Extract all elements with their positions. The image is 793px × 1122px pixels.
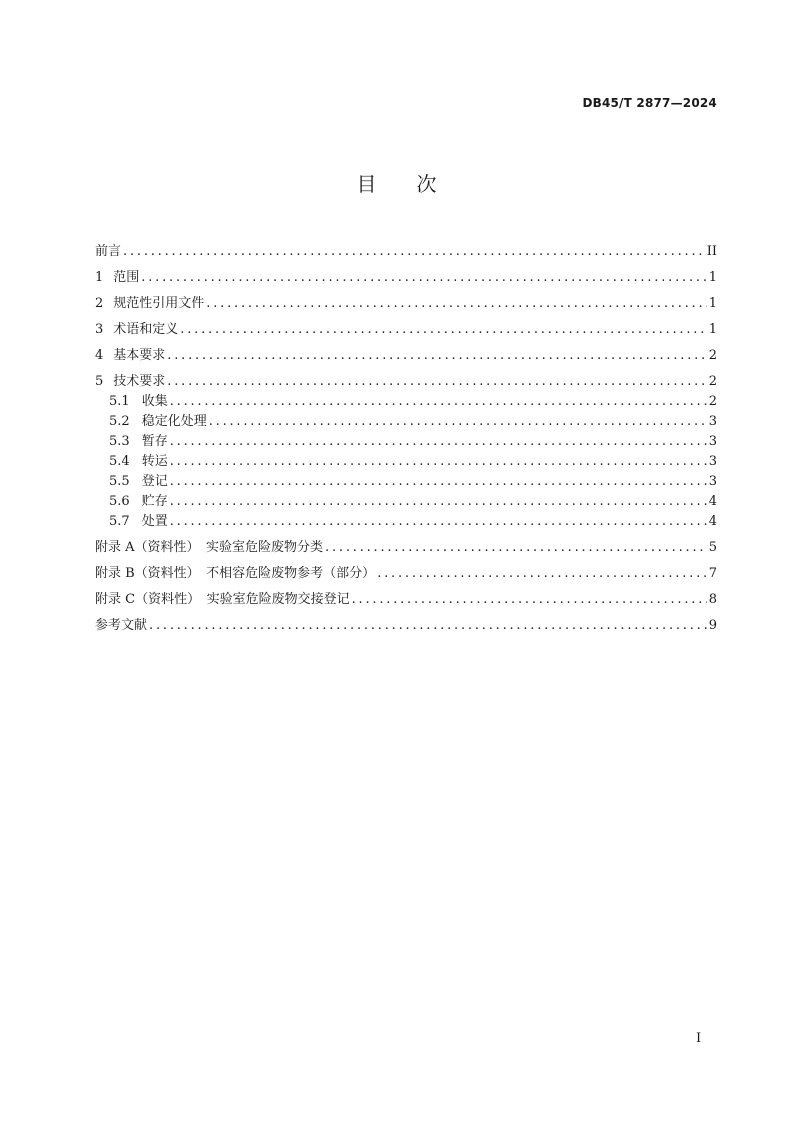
toc-dot-leader xyxy=(170,434,707,449)
toc-entry-number: 3 xyxy=(95,322,104,337)
toc-entry-label: 附录 B（资料性） 不相容危险废物参考（部分） xyxy=(95,566,376,581)
toc-entry[interactable] xyxy=(95,390,717,410)
toc-entry[interactable] xyxy=(95,490,717,510)
toc-dot-leader xyxy=(170,394,707,409)
toc-entry-label: 范围 xyxy=(113,270,140,285)
toc-entry-number: 5.6 xyxy=(109,494,130,509)
toc-entry[interactable] xyxy=(95,344,717,364)
toc-entry-label: 收集 xyxy=(141,394,168,409)
toc-entry-number: 5.1 xyxy=(109,394,130,409)
toc-dot-leader xyxy=(377,566,707,581)
toc-entry-page: 1 xyxy=(708,296,717,311)
toc-dot-leader xyxy=(180,322,706,337)
toc-entry-label: 参考文献 xyxy=(95,618,148,633)
toc-entry-page: II xyxy=(706,244,717,259)
toc-dot-leader xyxy=(352,592,707,607)
toc-dot-leader xyxy=(170,494,707,509)
toc-entry-label: 附录 C（资料性） 实验室危险废物交接登记 xyxy=(95,592,350,607)
toc-dot-leader xyxy=(167,348,706,363)
toc-entry-label: 处置 xyxy=(141,514,168,529)
toc-entry-page: 3 xyxy=(708,434,717,449)
toc-entry-page: 2 xyxy=(708,394,717,409)
toc-dot-leader xyxy=(141,270,706,285)
toc-entry-page: 4 xyxy=(708,494,717,509)
toc-entry[interactable] xyxy=(95,588,717,608)
toc-entry-page: 3 xyxy=(708,454,717,469)
table-of-contents xyxy=(95,240,717,634)
toc-entry-label: 规范性引用文件 xyxy=(113,296,205,311)
toc-entry[interactable] xyxy=(95,510,717,530)
toc-entry[interactable] xyxy=(95,318,717,338)
toc-entry-page: 2 xyxy=(708,374,717,389)
toc-title: 目次 xyxy=(356,172,477,196)
toc-entry-number: 5.3 xyxy=(109,434,130,449)
toc-entry-label: 前言 xyxy=(95,244,122,259)
toc-entry[interactable] xyxy=(95,614,717,634)
toc-entry[interactable] xyxy=(95,450,717,470)
toc-entry-page: 9 xyxy=(708,618,717,633)
toc-entry[interactable] xyxy=(95,370,717,390)
toc-entry-label: 登记 xyxy=(141,474,168,489)
toc-entry-number: 5.2 xyxy=(109,414,130,429)
toc-entry-page: 3 xyxy=(708,474,717,489)
toc-entry-page: 5 xyxy=(708,540,717,555)
toc-entry[interactable] xyxy=(95,470,717,490)
toc-entry-page: 3 xyxy=(708,414,717,429)
toc-entry-number: 1 xyxy=(95,270,104,285)
toc-entry-number: 4 xyxy=(95,348,104,363)
toc-entry-label: 贮存 xyxy=(141,494,168,509)
toc-entry-label: 技术要求 xyxy=(113,374,166,389)
toc-entry[interactable] xyxy=(95,266,717,286)
toc-entry[interactable] xyxy=(95,240,717,260)
toc-entry-label: 暂存 xyxy=(141,434,168,449)
toc-dot-leader xyxy=(149,618,707,633)
toc-dot-leader xyxy=(123,244,705,259)
toc-entry[interactable] xyxy=(95,536,717,556)
toc-entry-label: 附录 A（资料性） 实验室危险废物分类 xyxy=(95,540,324,555)
toc-dot-leader xyxy=(325,540,707,555)
toc-entry-label: 基本要求 xyxy=(113,348,166,363)
toc-dot-leader xyxy=(206,296,706,311)
toc-entry[interactable] xyxy=(95,430,717,450)
toc-entry[interactable] xyxy=(95,562,717,582)
toc-entry-number: 5 xyxy=(95,374,104,389)
toc-entry-page: 2 xyxy=(708,348,717,363)
toc-entry-page: 4 xyxy=(708,514,717,529)
toc-entry-page: 8 xyxy=(708,592,717,607)
toc-entry-page: 7 xyxy=(708,566,717,581)
toc-dot-leader xyxy=(170,454,707,469)
toc-entry-number: 5.4 xyxy=(109,454,130,469)
toc-entry-number: 5.7 xyxy=(109,514,130,529)
toc-entry-label: 术语和定义 xyxy=(113,322,179,337)
toc-dot-leader xyxy=(170,474,707,489)
toc-entry[interactable] xyxy=(95,410,717,430)
footer-page-number: I xyxy=(696,1031,702,1046)
standard-code: DB45/T 2877—2024 xyxy=(582,96,717,110)
toc-entry-label: 稳定化处理 xyxy=(141,414,207,429)
toc-entry-page: 1 xyxy=(708,270,717,285)
toc-entry-page: 1 xyxy=(708,322,717,337)
toc-dot-leader xyxy=(167,374,706,389)
toc-entry-label: 转运 xyxy=(141,454,168,469)
toc-dot-leader xyxy=(209,414,707,429)
toc-entry-number: 2 xyxy=(95,296,104,311)
toc-entry-number: 5.5 xyxy=(109,474,130,489)
toc-dot-leader xyxy=(170,514,707,529)
toc-entry[interactable] xyxy=(95,292,717,312)
